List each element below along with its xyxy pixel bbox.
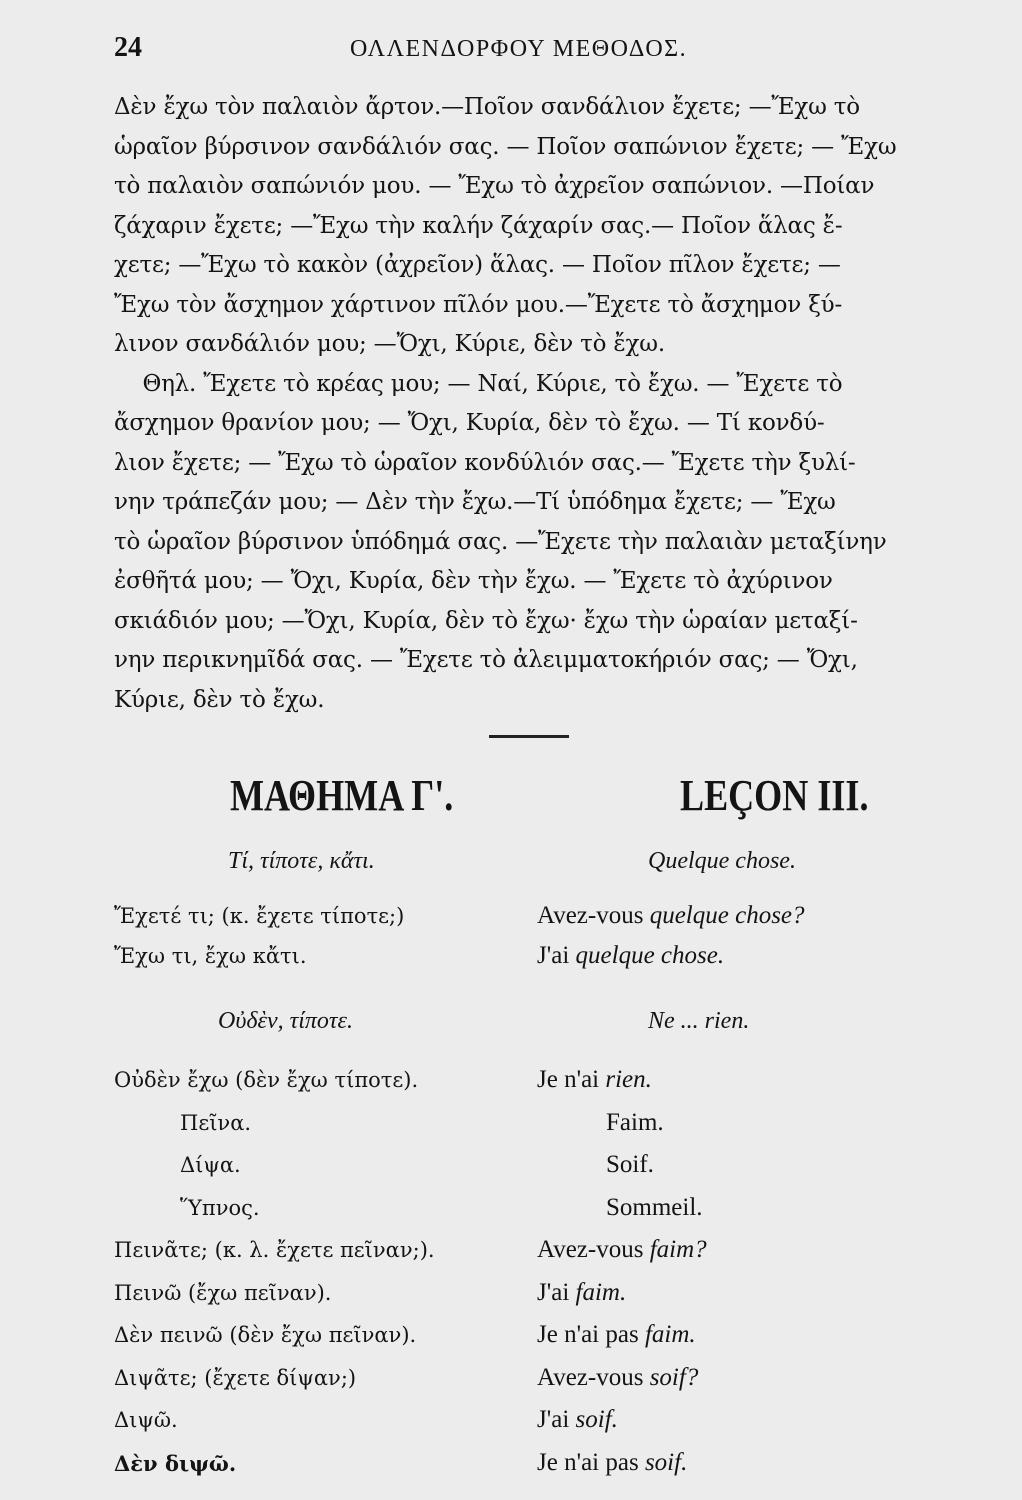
text-line: Ἔχω τὸν ἄσχημον χάρτινον πῖλόν μου.—Ἔχετε τὸ ἄσχημον ξύ-: [114, 291, 843, 318]
text-line: ἐσθῆτά μου; — Ὄχι, Κυρία, δὲν τὴν ἔχω. — Ἔχετε τὸ ἀχύρινον: [114, 568, 833, 594]
greek-phrase: Διψῶ.: [114, 1408, 178, 1432]
french-phrase-plain: Soif.: [606, 1151, 654, 1178]
text-line: σκιάδιόν μου; —Ὄχι, Κυρία, δὲν τὸ ἔχω· ἔχω τὴν ὡραίαν μεταξί-: [114, 607, 858, 634]
french-phrase-plain: J'ai: [537, 942, 576, 969]
greek-phrase: Οὐδὲν ἔχω (δὲν ἔχω τίποτε).: [114, 1068, 419, 1092]
section-heading-greek: Τί, τίποτε, κἄτι.: [228, 848, 375, 874]
lesson-title-greek: ΜΑΘΗΜΑ Γ'.: [230, 771, 454, 820]
greek-phrase: Πεῖνα.: [180, 1110, 252, 1135]
french-phrase: [606, 1151, 654, 1179]
french-phrase: [537, 942, 724, 970]
french-phrase: [537, 1279, 626, 1307]
lesson-title-french: LEÇON III.: [680, 771, 869, 820]
french-phrase: [537, 1236, 707, 1264]
french-phrase: [606, 1109, 664, 1137]
french-phrase: [537, 902, 805, 930]
french-phrase: [537, 1066, 652, 1094]
french-phrase: [537, 1449, 687, 1477]
greek-phrase: Διψᾶτε; (ἔχετε δίψαν;): [114, 1365, 357, 1390]
section-heading-greek: Οὐδὲν, τίποτε.: [218, 1008, 353, 1034]
greek-phrase: Δὲν διψῶ.: [114, 1450, 237, 1476]
french-phrase-italic: soif.: [575, 1406, 618, 1433]
section-heading-french: Ne ... rien.: [648, 1008, 750, 1034]
french-phrase-plain: Avez-vous: [537, 1363, 650, 1391]
french-phrase-italic: soif.: [644, 1448, 688, 1476]
french-phrase: [537, 1406, 618, 1434]
running-head: ΟΛΛΕΝΔΟΡΦΟΥ ΜΕΘΟΔΟΣ.: [350, 36, 688, 62]
section-divider: [489, 735, 569, 738]
french-phrase-plain: Avez-vous: [537, 1236, 650, 1263]
french-phrase: [537, 1364, 698, 1392]
french-phrase-plain: Je n'ai pas: [537, 1321, 645, 1348]
text-line: Θηλ. Ἔχετε τὸ κρέας μου; — Ναί, Κύριε, τὸ ἔχω. — Ἔχετε τὸ: [114, 370, 843, 397]
text-line: Δὲν ἔχω τὸν παλαιὸν ἄρτον.—Ποῖον σανδάλιον ἔχετε; —Ἔχω τὸ: [114, 94, 860, 120]
greek-phrase: Ἔχετέ τι; (κ. ἔχετε τίποτε;): [114, 904, 405, 928]
french-phrase-plain: Je n'ai: [537, 1066, 606, 1093]
french-phrase-plain: Avez-vous: [537, 902, 650, 929]
text-line: τὸ παλαιὸν σαπώνιόν μου. — Ἔχω τὸ ἀχρεῖον σαπώνιον. —Ποίαν: [114, 173, 875, 199]
french-phrase-italic: faim?: [649, 1236, 707, 1263]
french-phrase: [606, 1194, 703, 1222]
french-phrase-plain: Je n'ai pas: [537, 1448, 645, 1476]
text-line: Κύριε, δὲν τὸ ἔχω.: [114, 686, 325, 713]
greek-phrase: Πεινᾶτε; (κ. λ. ἔχετε πεῖναν;).: [114, 1238, 435, 1262]
text-line: ζάχαριν ἔχετε; —Ἔχω τὴν καλήν ζάχαρίν σας.— Ποῖον ἅλας ἔ-: [114, 212, 843, 239]
text-line: χετε; —Ἔχω τὸ κακὸν (ἀχρεῖον) ἅλας. — Ποῖον πῖλον ἔχετε; —: [114, 252, 841, 278]
french-phrase-plain: J'ai: [537, 1278, 576, 1306]
french-phrase-italic: quelque chose?: [649, 902, 805, 929]
page-number: 24: [114, 32, 142, 63]
french-phrase-italic: soif?: [649, 1363, 699, 1391]
greek-phrase: Πεινῶ (ἔχω πεῖναν).: [114, 1280, 332, 1305]
text-line: νην τράπεζάν μου; — Δὲν τὴν ἔχω.—Τί ὑπόδημα ἔχετε; — Ἔχω: [114, 489, 836, 515]
french-phrase: [537, 1321, 696, 1349]
text-line: τὸ ὡραῖον βύρσινον ὑπόδημά σας. —Ἔχετε τὴν παλαιὰν μεταξίνην: [114, 528, 887, 555]
text-line: ἄσχημον θρανίον μου; — Ὄχι, Κυρία, δὲν τὸ ἔχω. — Τί κονδύ-: [114, 410, 825, 436]
page-header: [0, 30, 1022, 70]
french-phrase-plain: J'ai: [537, 1406, 576, 1433]
text-line: λιον ἔχετε; — Ἔχω τὸ ὡραῖον κονδύλιόν σας.— Ἔχετε τὴν ξυλί-: [114, 449, 856, 476]
french-phrase-italic: faim.: [575, 1278, 627, 1306]
text-line: λινον σανδάλιόν μου; —Ὄχι, Κύριε, δὲν τὸ ἔχω.: [114, 331, 665, 357]
french-phrase-italic: faim.: [644, 1321, 696, 1348]
french-phrase-plain: Sommeil.: [606, 1193, 703, 1221]
text-line: ὡραῖον βύρσινον σανδάλιόν σας. — Ποῖον σαπώνιον ἔχετε; — Ἔχω: [114, 133, 897, 160]
exercise-paragraph: [114, 88, 974, 720]
greek-phrase: Ἔχω τι, ἔχω κἄτι.: [114, 944, 307, 968]
greek-phrase: Δὲν πεινῶ (δὲν ἔχω πεῖναν).: [114, 1323, 417, 1347]
french-phrase-plain: Faim.: [606, 1108, 664, 1136]
greek-phrase: Δίψα.: [180, 1153, 241, 1177]
section-heading-french: Quelque chose.: [648, 848, 796, 874]
text-line: νην περικνημῖδά σας. — Ἔχετε τὸ ἀλειμματοκήριόν σας; — Ὄχι,: [114, 647, 858, 673]
french-phrase-italic: quelque chose.: [575, 942, 725, 969]
french-phrase-italic: rien.: [605, 1066, 652, 1093]
greek-phrase: Ὕπνος.: [180, 1195, 260, 1220]
